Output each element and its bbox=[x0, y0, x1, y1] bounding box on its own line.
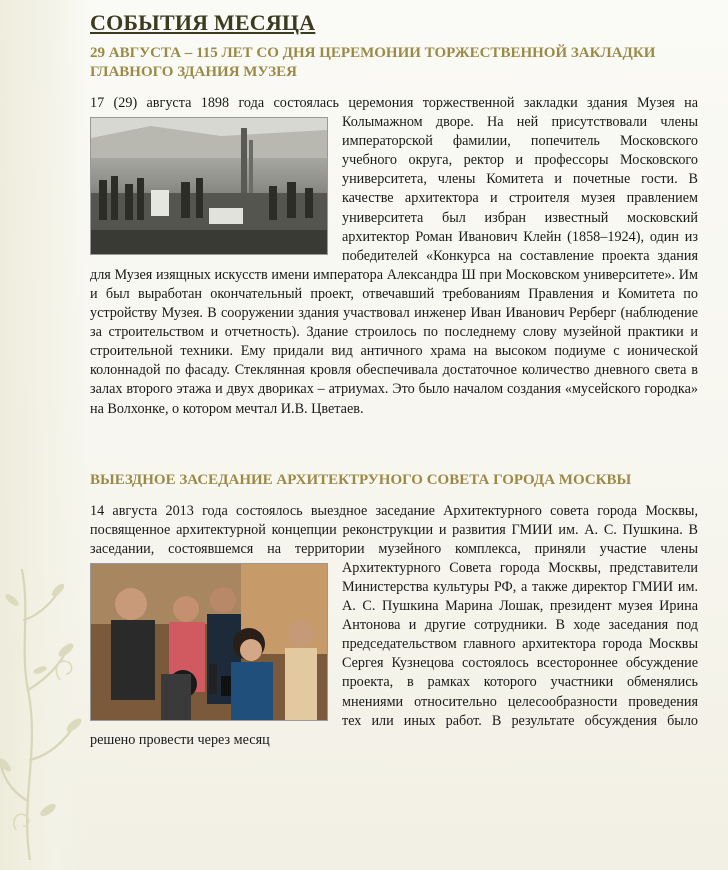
article1-body-text: Музея на Колымажном дворе. На ней присутствовали члены императорской фамилии, попечитель Московского учебного округа, ректор и профессоры Московского университета, члены Комитета и почетные гости. В качестве архитектора и строителя музея правлением университета был избран известный московский архитектор Роман Иванович Клейн (1858–1924), один из победителей «Конкурса на составление проекта здания для Музея изящных искусств имени императора Александра Ш при Московском университете». Им и был выработан окончательный проект, отвечавший требованиям Правления и Комитета по устройству Музея. В сооружении здания участвовал инженер Иван Иванович Рерберг (наблюдение за строительством и отчетность). Здание строилось по последнему слову музейной практики и строительной техники. Ему придали вид античного храма на высоком подиуме с ионической колоннадой по фасаду. Стеклянная кровля обеспечивала достаточное количество дневного света в залах второго этажа и двух двориках – атриумах. Это было началом создания «мусейского городка» на Волхонке, о котором мечтал И.В. Цветаев. bbox=[90, 95, 698, 417]
article2-lead: 14 августа 2013 года состоялось выездное заседание Архитектурного совета города Москвы, посвященное архитектурной концепции реконструкции и развития ГМИИ им. А. С. Пушкина. В заседании, состоявшемся на территории музейного комплекса, приняли участие члены Архитектурного Совета города Москвы, bbox=[90, 502, 698, 576]
article1-headline: 29 АВГУСТА – 115 ЛЕТ СО ДНЯ ЦЕРЕМОНИИ ТОРЖЕСТВЕННОЙ ЗАКЛАДКИ ГЛАВНОГО ЗДАНИЯ МУЗЕЯ bbox=[90, 45, 656, 80]
meeting-photo bbox=[90, 563, 328, 721]
article2-headline: ВЫЕЗДНОЕ ЗАСЕДАНИЕ АРХИТЕКТРУНОГО СОВЕТА ГОРОДА МОСКВЫ bbox=[90, 471, 632, 488]
leaf-ornament-icon bbox=[0, 560, 90, 860]
article1-lead: 17 (29) августа 1898 года состоялась церемония торжественной закладки здания bbox=[90, 95, 628, 111]
article2-body bbox=[90, 502, 698, 750]
article1-body bbox=[90, 94, 698, 419]
article2-body-text: представители Министерства культуры РФ, а также директор ГМИИ им. А. С. Пушкина Марина Лошак, президент музея Ирина Антонова и другие сотрудники. В ходе заседания под председательством главного архитектора города Москвы Сергея Кузнецова состоялось всестороннее обсуждение проекта, в рамках которого участники обменялись мнениями относительно целесообразности проведения тех или иных работ. В результате обсуждения было решено провести через месяц bbox=[90, 559, 698, 748]
ceremony-photo-image bbox=[91, 118, 327, 254]
article-content bbox=[90, 10, 698, 750]
section-title: СОБЫТИЯ МЕСЯЦА bbox=[90, 10, 316, 35]
ceremony-photo bbox=[90, 117, 328, 255]
meeting-photo-image bbox=[91, 564, 327, 720]
